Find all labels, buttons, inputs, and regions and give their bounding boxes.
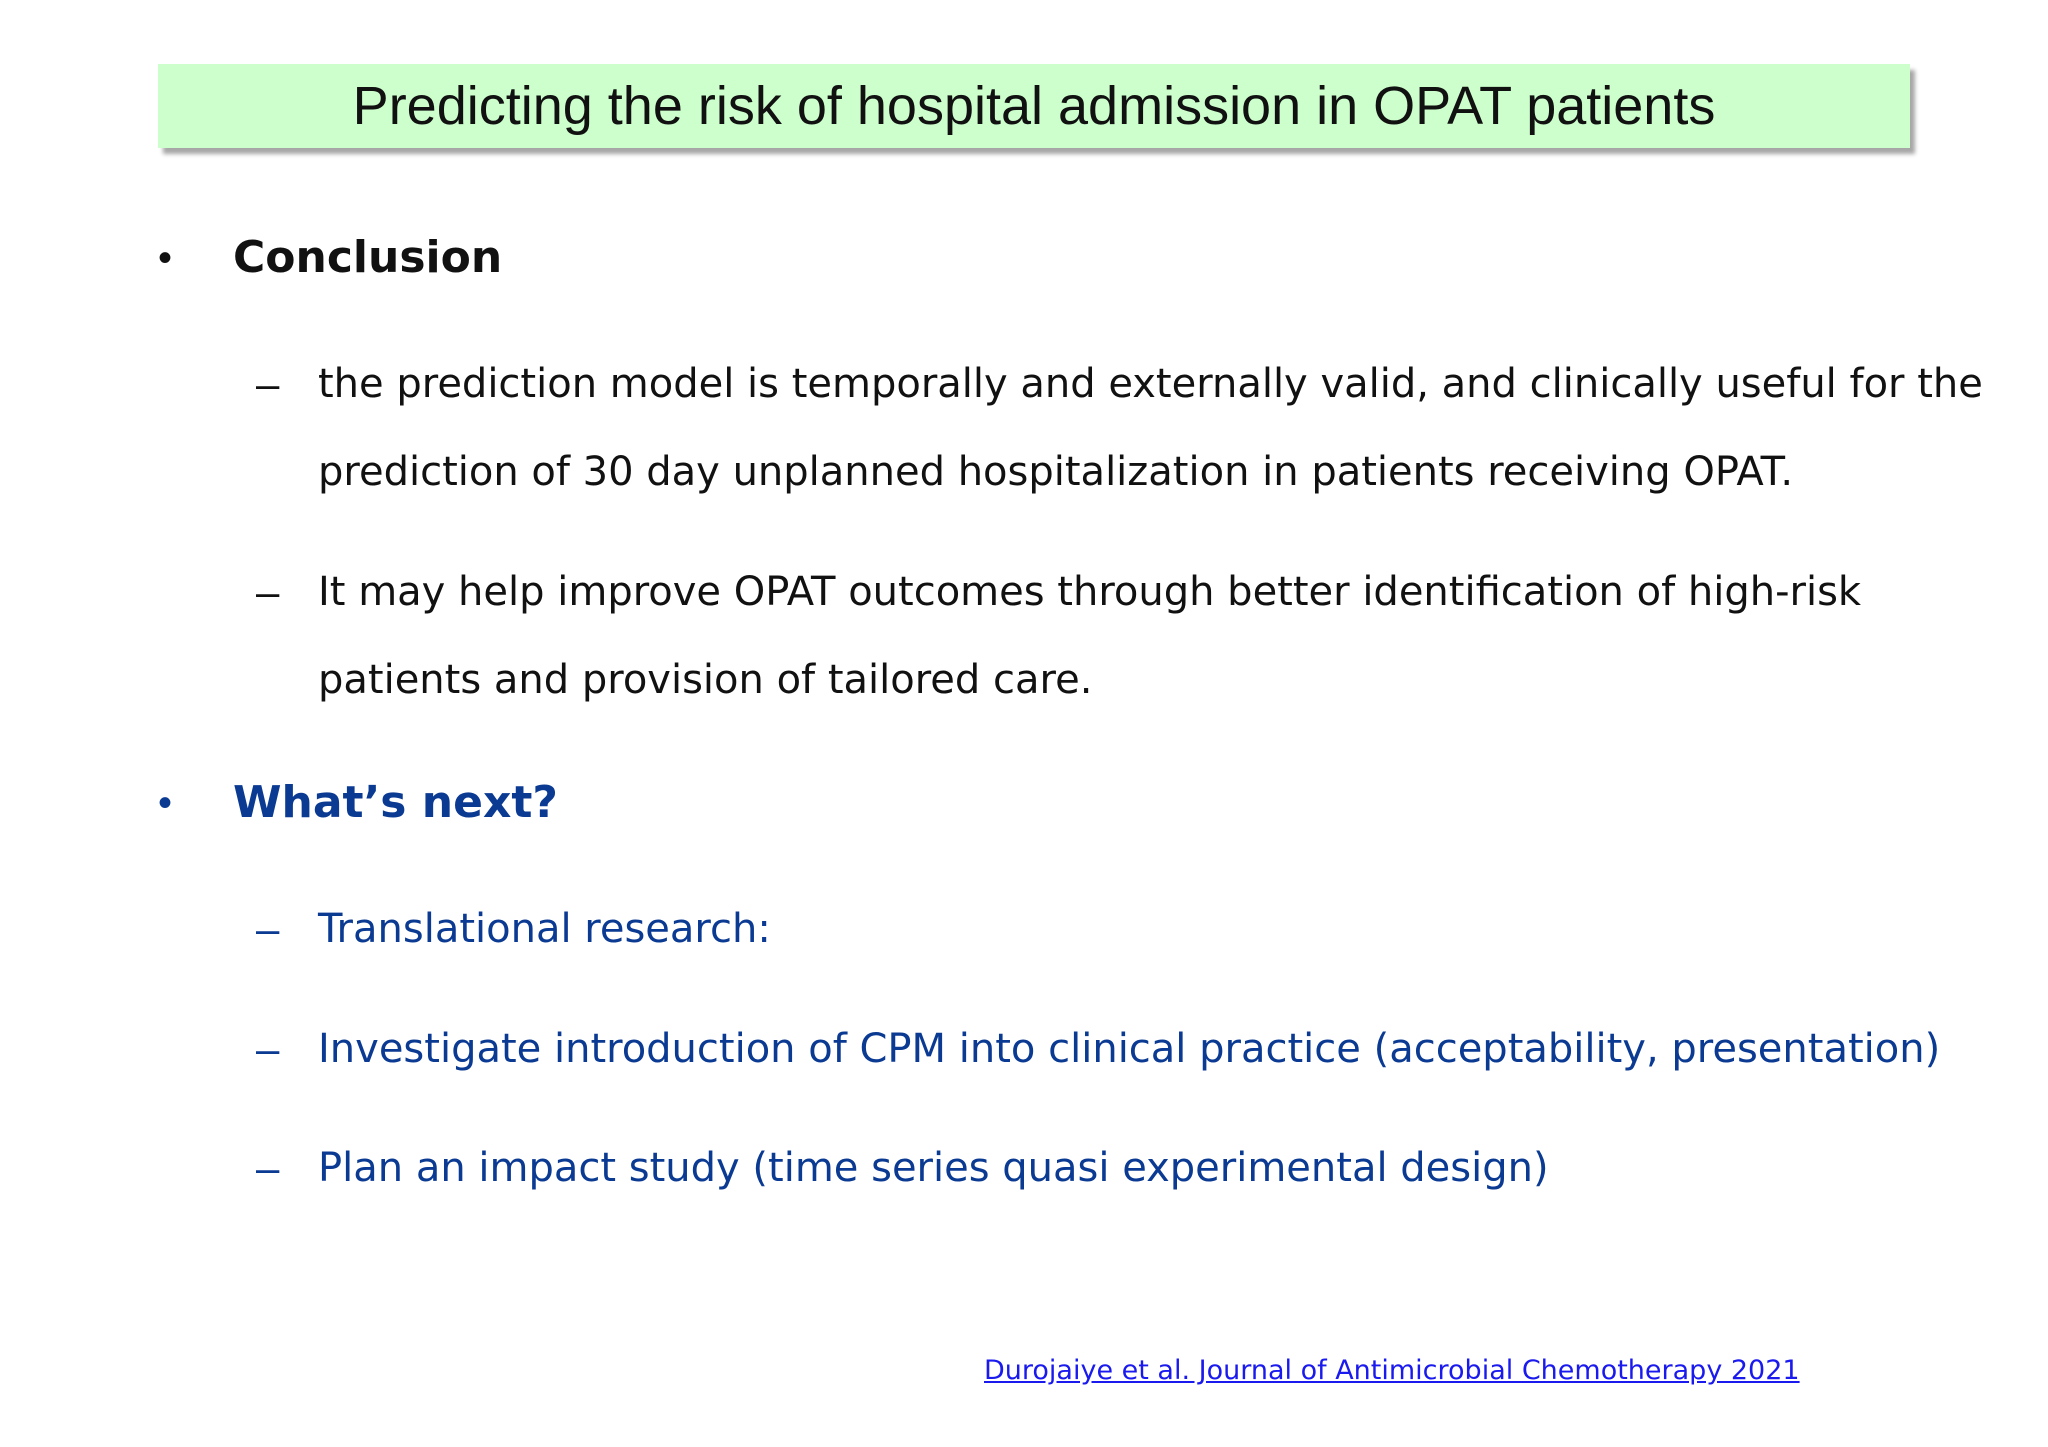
next-item-investigate-cpm: Investigate introduction of CPM into clinical practice (acceptability, presentation)	[318, 1026, 1941, 1072]
conclusion-item-2-line-1: It may help improve OPAT outcomes through better identification of high-risk	[318, 569, 1862, 615]
dash-icon: –	[256, 905, 280, 952]
title-banner	[158, 64, 1910, 148]
page-title: Predicting the risk of hospital admission in OPAT patients	[352, 76, 1716, 136]
conclusion-item-1-line-1: the prediction model is temporally and externally valid, and clinically useful for the	[318, 361, 1983, 407]
dash-icon: –	[256, 1144, 280, 1191]
dash-icon: –	[256, 1025, 280, 1072]
dash-icon: –	[256, 568, 280, 615]
conclusion-item-2-line-2: patients and provision of tailored care.	[318, 657, 1093, 703]
citation-link[interactable]: Durojaiye et al. Journal of Antimicrobial Chemotherapy 2021	[984, 1355, 1800, 1386]
next-item-impact-study: Plan an impact study (time series quasi experimental design)	[318, 1145, 1549, 1191]
section-heading-conclusion: Conclusion	[233, 232, 503, 283]
section-heading-whats-next: What’s next?	[233, 777, 558, 828]
conclusion-item-1-line-2: prediction of 30 day unplanned hospitalization in patients receiving OPAT.	[318, 449, 1794, 495]
bullet-icon: •	[158, 236, 173, 280]
next-item-translational-research: Translational research:	[318, 906, 771, 952]
bullet-icon: •	[158, 781, 173, 825]
dash-icon: –	[256, 360, 280, 407]
